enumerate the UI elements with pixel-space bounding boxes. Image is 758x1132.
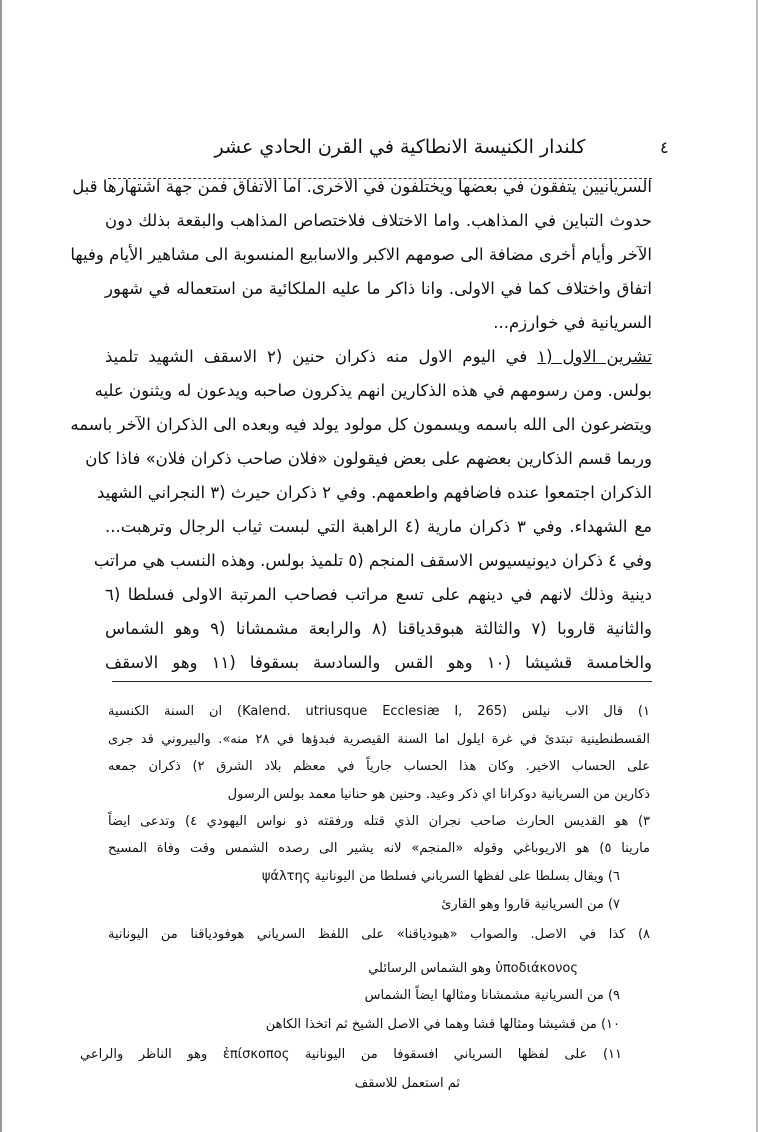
footnote-line: ١) قال الاب نيلس (Kalend. utriusque Ecclesiæ I, 265) ان السنة الكنسية bbox=[108, 704, 650, 719]
body-line: السريانية في خوارزم... bbox=[493, 313, 652, 332]
body-line: دينية وذلك لانهم في دينهم على تسع مراتب فصاحب المرتبة الاولى فسلطا (٦ bbox=[105, 585, 652, 604]
footnote-line: ٧) من السريانية قاروا وهو القارئ bbox=[441, 897, 620, 912]
running-title: كلندار الكنيسة الانطاكية في القرن الحادي عشر bbox=[214, 136, 586, 158]
body-line: وفي ٤ ذكران ديونيسيوس الاسقف المنجم (٥ تلميذ بولس. وهذه النسب هي مراتب bbox=[93, 551, 652, 570]
footnote-line: على الحساب الاخير. وكان هذا الحساب جارياً في معظم بلاد الشرق ٢) ذكران جمعه bbox=[108, 759, 650, 774]
footnote-line: ὑποδιάκονος وهو الشماس الرسائلي bbox=[368, 961, 578, 976]
month-heading: تشرين الاول (١ bbox=[537, 347, 653, 366]
body-line: وربما قسم الذكارين بعضهم على بعض فيقولون «فلان صاحب ذكران فلان» فاذا كان bbox=[85, 449, 652, 468]
body-line: الآخر وأيام أخرى مضافة الى صومهم الاكبر والاسابيع المنسوبة الى مشاهير الأيام وفيها bbox=[70, 245, 652, 264]
footnote-line: ١١) على لفظها السرياني افسقوفا من اليونانية ἐπίσκοπος وهو الناظر والراعي bbox=[80, 1047, 622, 1062]
footnote-line: القسطنطينية تبتدئ في غرة ايلول اما السنة القيصرية فبدؤها في ٢٨ منه». والبيروني قد جرى bbox=[108, 732, 650, 747]
body-line: بولس. ومن رسومهم في هذه الذكارين انهم يذكرون صاحبه ويدعون له ويثنون عليه bbox=[94, 381, 652, 400]
body-line: والخامسة قشيشا (١٠ وهو القس والسادسة بسقوفا (١١ وهو الاسقف bbox=[105, 653, 652, 672]
footnote-line: ٣) هو القديس الحارث صاحب نجران الذي قتله ورفقته ذو نواس اليهودي ٤) وتدعى ايضاً bbox=[108, 814, 651, 829]
body-line-month bbox=[105, 345, 652, 369]
footnote-line: ٦) ويقال بسلطا على لفظها السرياني فسلطا من اليونانية ψάλτης bbox=[261, 869, 620, 884]
body-line: اتفاق واختلاف كما في الاولى. وانا ذاكر ما عليه الملكائية من استعماله في شهور bbox=[105, 279, 652, 298]
body-line: حدوث التباين في المذاهب. واما الاختلاف فلاختصاص المذاهب والبقعة بذلك دون bbox=[105, 211, 652, 230]
footnote-line: ١٠) من قشيشا ومثالها قشا وهما في الاصل الشيخ ثم اتخذا الكاهن bbox=[265, 1017, 620, 1032]
body-line: ويتضرعون الى الله باسمه ويسمون كل مولود يولد فيه وبعده الى الذكران الآخر باسمه bbox=[70, 415, 652, 434]
footnote-line: مارينا ٥) هو الاريوباغي وقوله «المنجم» لانه يشير الى رصده الشمس وقت وفاة المسيح bbox=[108, 841, 650, 856]
body-line-text: في اليوم الاول منه ذكران حنين (٢ الاسقف الشهيد تلميذ bbox=[105, 347, 528, 366]
body-line: مع الشهداء. وفي ٣ ذكران مارية (٤ الراهبة التي لبست ثياب الرجال وترهبت... bbox=[105, 517, 652, 536]
page-number: ٤ bbox=[660, 138, 669, 157]
body-line: الذكران اجتمعوا عنده فاضافهم واطعمهم. وفي ٢ ذكران حيرث (٣ النجراني الشهيد bbox=[96, 483, 652, 502]
scan-edge-left bbox=[0, 0, 2, 1132]
body-line: السريانيين يتفقون في بعضها ويختلفون في الاخرى. اما الاتفاق فمن جهة اشتهارها قبل bbox=[72, 177, 652, 196]
body-line: والثانية قاروبا (٧ والثالثة هبوقدياقنا (٨ والرابعة مشمشانا (٩ وهو الشماس bbox=[105, 619, 652, 638]
footnote-line: ٨) كذا في الاصل. والصواب «هبودياقنا» على اللفظ السرياني هوفودياقنا من اليونانية bbox=[108, 927, 650, 942]
footnote-rule bbox=[112, 681, 652, 682]
footnote-line: ذكارين من السريانية دوكرانا اي ذكر وعيد. وحنين هو حنانيا معمد بولس الرسول bbox=[227, 787, 650, 802]
footnote-line: ٩) من السريانية مشمشانا ومثالها ايضاً الشماس bbox=[364, 988, 620, 1003]
footnote-line: ثم استعمل للاسقف bbox=[354, 1076, 460, 1091]
